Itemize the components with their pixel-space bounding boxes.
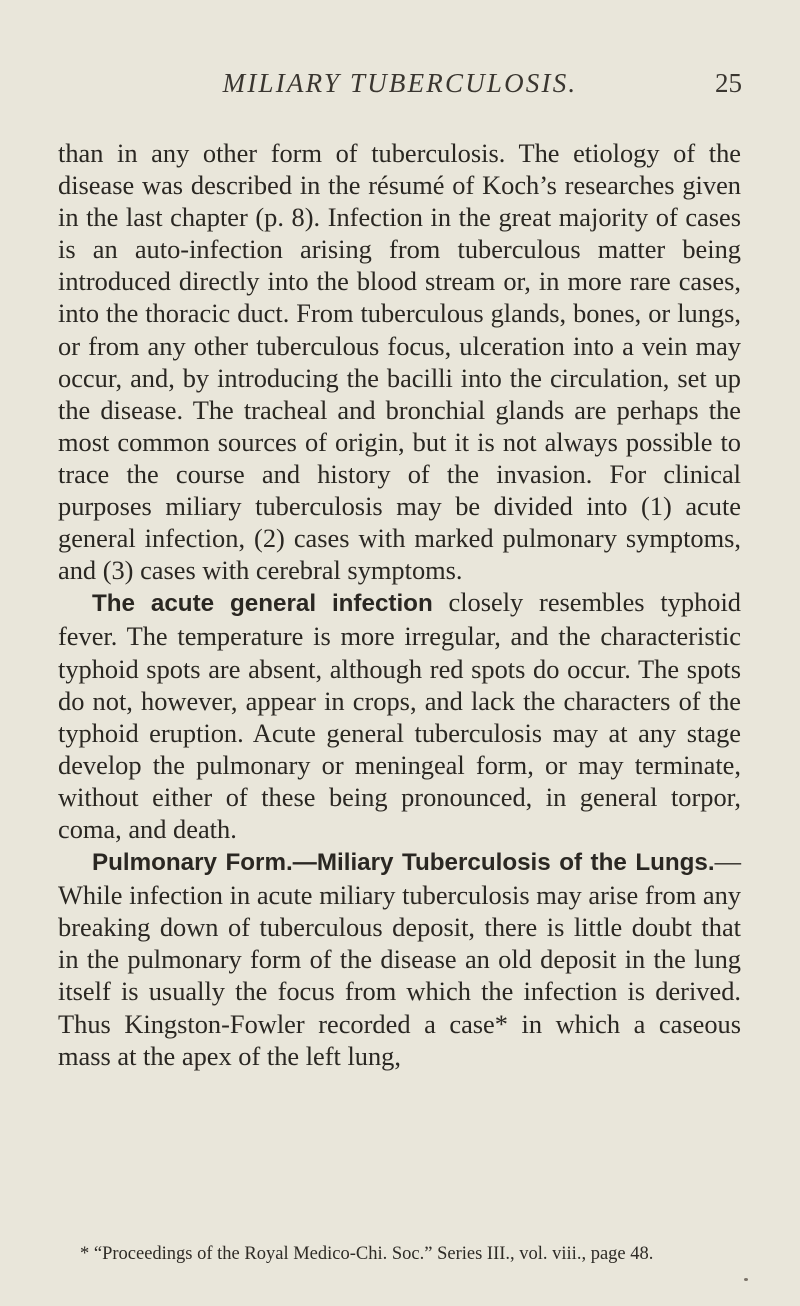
paragraph-etiology: than in any other form of tuberculosis. The etiology of the disease was described in the résumé of Koch’s researches given in the last chapter (p. 8). Infection in the great majority of cases is an auto-infection arising from tuberculous matter being introduced directly into the blood stream or, in more rare cases, into the thoracic duct. From tuberculous glands, bones, or lungs, or from any other tuberculous focus, ulceration into a vein may occur, and, by introducing the bacilli into the circulation, set up the disease. The tracheal and bronchial glands are perhaps the most common sources of origin, but it is not always possible to trace the course and history of the invasion. For clinical purposes miliary tuberculosis may be divided into (1) acute general infection, (2) cases with marked pulmonary symptoms, and (3) cases with cerebral symptoms. (58, 138, 741, 586)
paragraph-pulmonary-form-text: —While infection in acute miliary tuberculosis may arise from any breaking down of tuberculous deposit, there is little doubt that in the pulmonary form of the disease an old deposit in the lung itself is usually the focus from which the infection is derived. Thus Kingston-Fowler recorded a case* in which a caseous mass at the apex of the left lung, (58, 846, 741, 1071)
body-text (58, 137, 741, 1072)
paragraph-acute-general-infection (58, 586, 741, 845)
running-title: MILIARY TUBERCULOSIS. (222, 68, 578, 98)
footnote-text: * “Proceedings of the Royal Medico-Chi. Soc.” Series III., vol. viii., page 48. (80, 1244, 654, 1264)
section-heading-acute-general-infection: The acute general infection (92, 590, 433, 618)
page-number: 25 (715, 68, 742, 98)
running-head (60, 68, 740, 108)
paragraph-pulmonary-form (58, 845, 741, 1072)
paper-speck (744, 1278, 748, 1281)
paragraph-acute-general-infection-text: closely resembles typhoid fever. The temperature is more irregular, and the characteristic typhoid spots are absent, although red spots do occur. The spots do not, however, appear in crops, and lack the characters of the typhoid eruption. Acute general tuberculosis may at any stage develop the pulmonary or meningeal form, or may terminate, without either of these being pronounced, in general torpor, coma, and death. (58, 587, 741, 844)
footnote (58, 1242, 741, 1266)
section-heading-pulmonary-form: Pulmonary Form.—Miliary Tuberculosis of the Lungs. (92, 849, 715, 877)
